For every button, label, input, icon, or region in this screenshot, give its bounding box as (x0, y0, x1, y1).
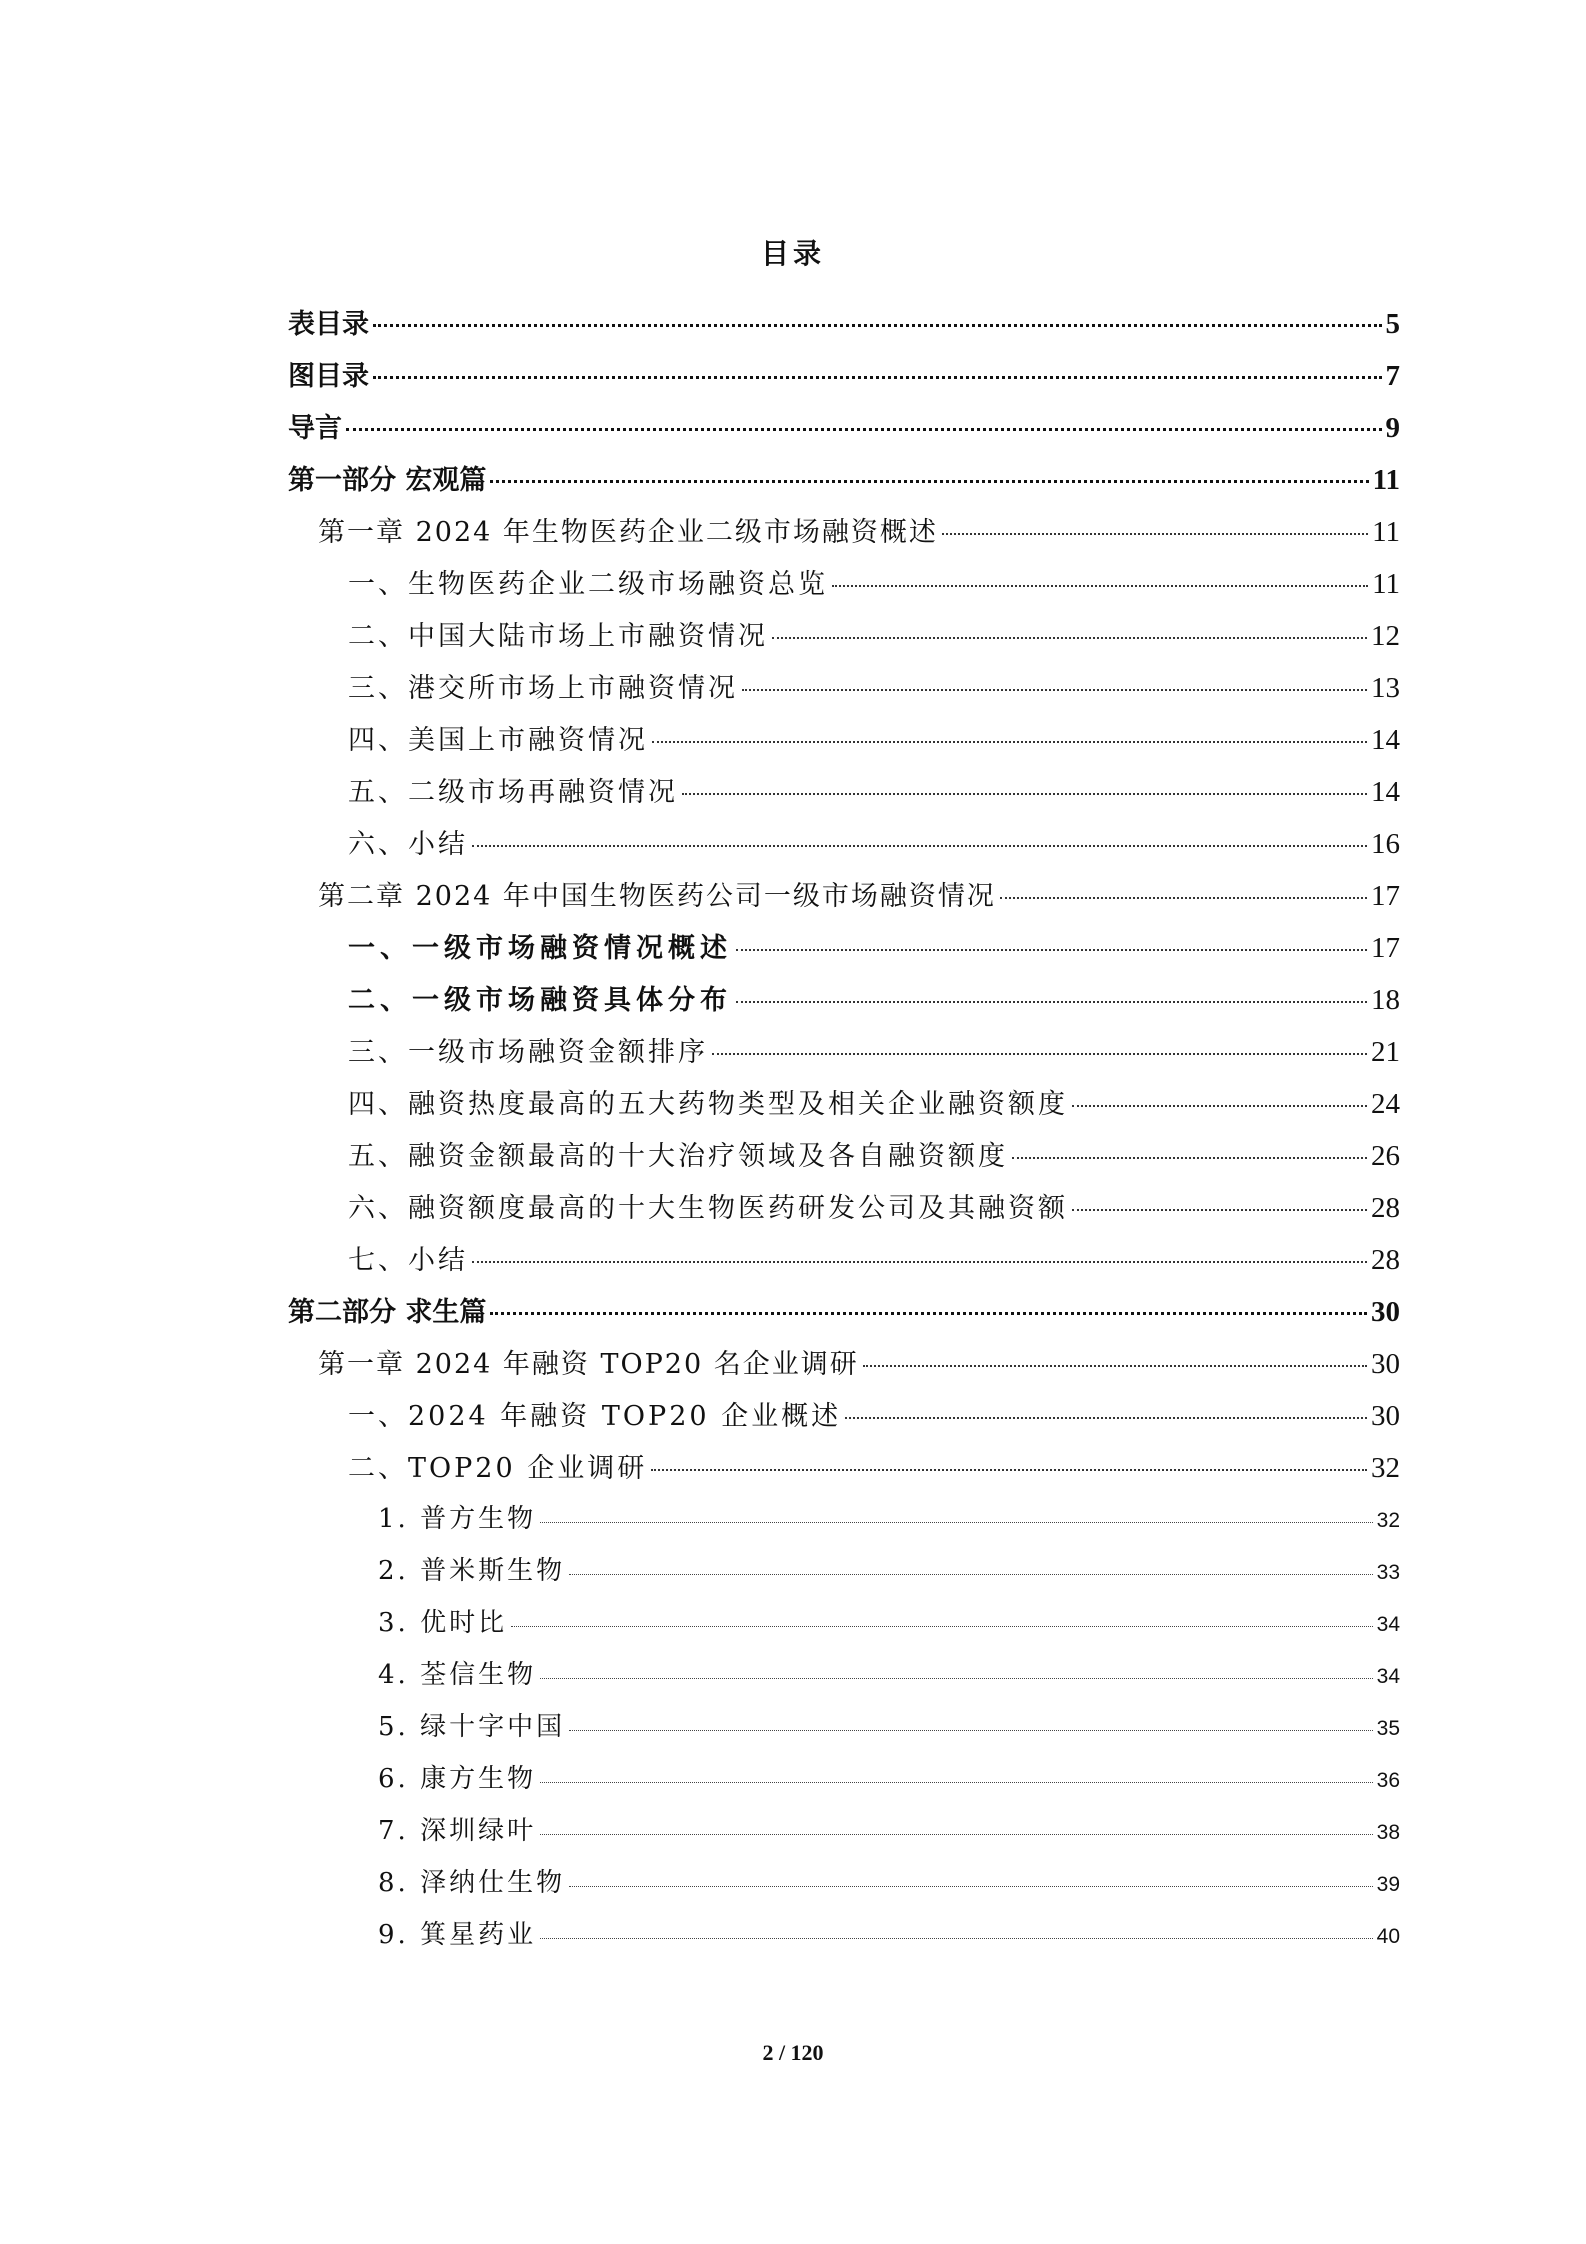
toc-entry-subsection[interactable] (288, 1498, 1400, 1550)
toc-entry-title: 三、港交所市场上市融资情况 (348, 673, 738, 704)
toc-leader (511, 1626, 1373, 1627)
toc-entry-section[interactable] (288, 978, 1400, 1030)
toc-entry-section[interactable] (288, 1238, 1400, 1290)
toc-leader (472, 1261, 1367, 1263)
toc-entry-section[interactable] (288, 666, 1400, 718)
toc-leader (1072, 1105, 1367, 1107)
toc-entry-subsection[interactable] (288, 1706, 1400, 1758)
toc-entry-section[interactable] (288, 1186, 1400, 1238)
toc-entry-section[interactable] (288, 1030, 1400, 1082)
toc-entry-section[interactable] (288, 822, 1400, 874)
toc-leader (682, 793, 1367, 795)
toc-entry-table-list[interactable] (288, 302, 1400, 354)
toc-entry-part-2[interactable] (288, 1290, 1400, 1342)
toc-leader (712, 1053, 1367, 1055)
toc-leader (1012, 1157, 1367, 1159)
toc-leader (1000, 897, 1367, 899)
toc-entry-subsection[interactable] (288, 1810, 1400, 1862)
toc-leader (540, 1834, 1373, 1835)
toc-entry-chapter[interactable] (288, 510, 1400, 562)
toc-entry-title: 四、美国上市融资情况 (348, 725, 648, 756)
toc-entry-title: 4. 荃信生物 (378, 1660, 537, 1690)
toc-entry-page: 34 (1376, 1665, 1400, 1688)
toc-entry-title: 第一章 2024 年融资 TOP20 名企业调研 (318, 1349, 859, 1380)
toc-entry-subsection[interactable] (288, 1914, 1400, 1966)
toc-entry-title: 一、2024 年融资 TOP20 企业概述 (348, 1401, 842, 1432)
toc-leader (832, 585, 1368, 587)
toc-leader (540, 1938, 1373, 1939)
toc-entry-page: 18 (1371, 984, 1400, 1016)
toc-leader (942, 533, 1368, 535)
toc-entry-page: 36 (1376, 1769, 1400, 1792)
toc-leader (1072, 1209, 1367, 1211)
toc-entry-title: 六、小结 (348, 829, 468, 860)
toc-entry-title: 2. 普米斯生物 (378, 1556, 566, 1586)
toc-entry-section[interactable] (288, 770, 1400, 822)
toc-entry-title: 6. 康方生物 (378, 1764, 537, 1794)
toc-entry-section[interactable] (288, 1082, 1400, 1134)
toc-entry-page: 39 (1376, 1873, 1400, 1896)
toc-entry-chapter[interactable] (288, 874, 1400, 926)
toc-entry-page: 17 (1371, 932, 1400, 964)
toc-entry-title: 四、融资热度最高的五大药物类型及相关企业融资额度 (348, 1089, 1068, 1120)
toc-leader (845, 1417, 1367, 1419)
toc-entry-page: 14 (1371, 776, 1400, 808)
toc-entry-title: 9. 箕星药业 (378, 1920, 537, 1950)
toc-leader (490, 480, 1368, 483)
toc-entry-chapter[interactable] (288, 1342, 1400, 1394)
toc-entry-page: 21 (1371, 1036, 1400, 1068)
toc-leader (373, 376, 1382, 379)
toc-entry-page: 5 (1385, 308, 1400, 340)
toc-entry-section[interactable] (288, 1394, 1400, 1446)
toc-entry-section[interactable] (288, 926, 1400, 978)
toc-leader (651, 1469, 1367, 1471)
toc-entry-title: 8. 泽纳仕生物 (378, 1868, 566, 1898)
toc-leader (569, 1886, 1373, 1887)
toc-entry-subsection[interactable] (288, 1862, 1400, 1914)
toc-leader (472, 845, 1367, 847)
toc-entry-page: 33 (1376, 1561, 1400, 1584)
toc-entry-page: 34 (1376, 1613, 1400, 1636)
toc-entry-title: 第一部分 宏观篇 (288, 465, 487, 496)
toc-entry-title: 表目录 (288, 309, 369, 340)
toc-entry-subsection[interactable] (288, 1602, 1400, 1654)
toc-entry-page: 30 (1371, 1296, 1400, 1328)
toc-leader (569, 1574, 1373, 1575)
toc-entry-page: 32 (1371, 1452, 1400, 1484)
toc-leader (772, 637, 1367, 639)
toc-entry-page: 17 (1371, 880, 1400, 912)
toc-entry-title: 3. 优时比 (378, 1608, 508, 1638)
toc-entry-title: 二、TOP20 企业调研 (348, 1453, 648, 1484)
toc-leader (736, 949, 1367, 951)
toc-entry-page: 11 (1372, 568, 1400, 600)
toc-leader (863, 1365, 1367, 1367)
toc-entry-title: 图目录 (288, 361, 369, 392)
table-of-contents (288, 302, 1400, 1966)
toc-entry-title: 5. 绿十字中国 (378, 1712, 566, 1742)
toc-leader (540, 1782, 1373, 1783)
toc-entry-title: 一、一级市场融资情况概述 (348, 933, 732, 964)
toc-entry-page: 28 (1371, 1244, 1400, 1276)
toc-entry-title: 二、一级市场融资具体分布 (348, 985, 732, 1016)
toc-entry-subsection[interactable] (288, 1654, 1400, 1706)
toc-entry-page: 16 (1371, 828, 1400, 860)
toc-leader (540, 1678, 1373, 1679)
toc-leader (540, 1522, 1373, 1523)
toc-entry-title: 六、融资额度最高的十大生物医药研发公司及其融资额 (348, 1193, 1068, 1224)
toc-entry-page: 12 (1371, 620, 1400, 652)
toc-entry-title: 三、一级市场融资金额排序 (348, 1037, 708, 1068)
toc-entry-section[interactable] (288, 562, 1400, 614)
toc-leader (373, 324, 1382, 327)
toc-leader (490, 1312, 1367, 1315)
toc-leader (652, 741, 1367, 743)
toc-entry-section[interactable] (288, 1446, 1400, 1498)
toc-entry-title: 二、中国大陆市场上市融资情况 (348, 621, 768, 652)
toc-entry-page: 13 (1371, 672, 1400, 704)
toc-entry-section[interactable] (288, 718, 1400, 770)
toc-entry-title: 七、小结 (348, 1245, 468, 1276)
toc-entry-title: 第二部分 求生篇 (288, 1297, 487, 1328)
toc-entry-section[interactable] (288, 614, 1400, 666)
toc-entry-title: 1. 普方生物 (378, 1504, 537, 1534)
page-number-footer: 2 / 120 (762, 2040, 824, 2065)
toc-entry-title: 导言 (288, 413, 342, 444)
toc-leader (736, 1001, 1367, 1003)
toc-entry-page: 14 (1371, 724, 1400, 756)
toc-entry-page: 11 (1372, 516, 1400, 548)
toc-entry-figure-list[interactable] (288, 354, 1400, 406)
toc-entry-subsection[interactable] (288, 1758, 1400, 1810)
toc-entry-page: 7 (1385, 360, 1400, 392)
toc-entry-title: 五、二级市场再融资情况 (348, 777, 678, 808)
toc-entry-page: 38 (1376, 1821, 1400, 1844)
toc-entry-introduction[interactable] (288, 406, 1400, 458)
toc-entry-subsection[interactable] (288, 1550, 1400, 1602)
toc-entry-title: 第一章 2024 年生物医药企业二级市场融资概述 (318, 517, 938, 548)
toc-leader (569, 1730, 1373, 1731)
toc-entry-section[interactable] (288, 1134, 1400, 1186)
toc-entry-page: 30 (1371, 1400, 1400, 1432)
toc-entry-title: 五、融资金额最高的十大治疗领域及各自融资额度 (348, 1141, 1008, 1172)
toc-entry-page: 35 (1376, 1717, 1400, 1740)
toc-leader (742, 689, 1367, 691)
page-title: 目录 (760, 237, 825, 270)
toc-leader (346, 428, 1382, 431)
toc-entry-title: 7. 深圳绿叶 (378, 1816, 537, 1846)
toc-entry-page: 28 (1371, 1192, 1400, 1224)
toc-entry-page: 26 (1371, 1140, 1400, 1172)
toc-entry-part-1[interactable] (288, 458, 1400, 510)
toc-entry-page: 24 (1371, 1088, 1400, 1120)
toc-entry-page: 30 (1371, 1348, 1400, 1380)
toc-entry-title: 一、生物医药企业二级市场融资总览 (348, 569, 828, 600)
toc-entry-page: 40 (1376, 1925, 1400, 1948)
toc-entry-page: 9 (1385, 412, 1400, 444)
toc-entry-page: 32 (1376, 1509, 1400, 1532)
toc-entry-title: 第二章 2024 年中国生物医药公司一级市场融资情况 (318, 881, 996, 912)
toc-entry-page: 11 (1372, 464, 1400, 496)
